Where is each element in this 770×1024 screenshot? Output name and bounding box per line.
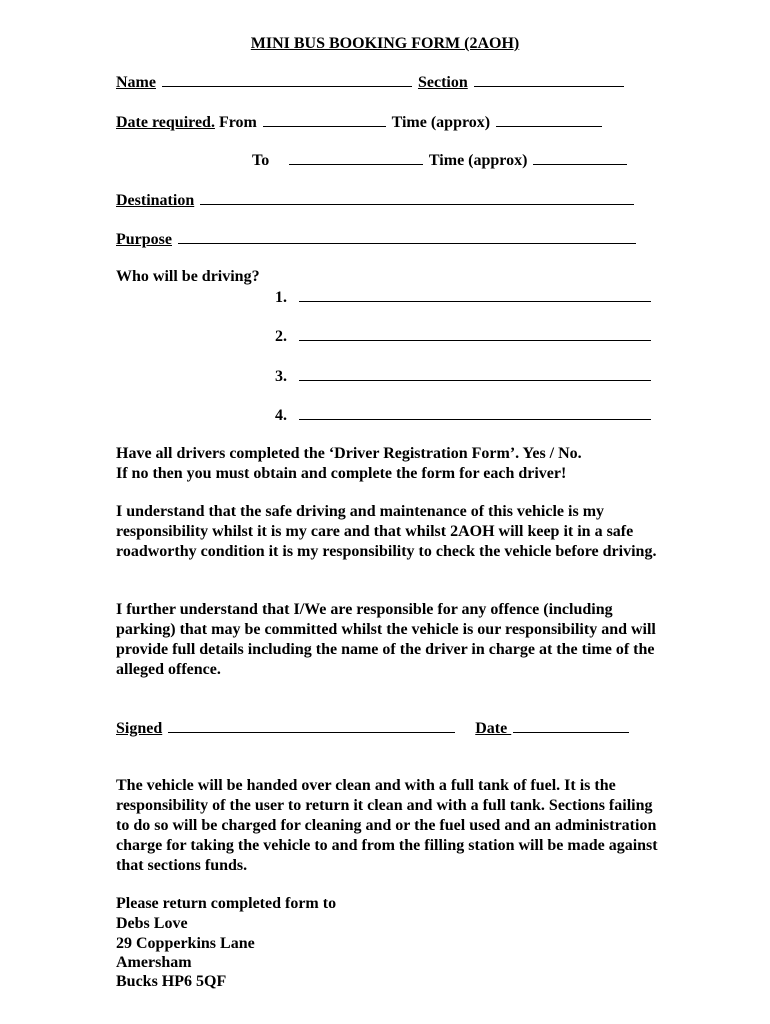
date-to-row <box>252 150 629 170</box>
driver-number: 2. <box>275 328 287 345</box>
from-label: From <box>218 114 257 131</box>
date-label: Date <box>475 720 512 737</box>
return-postcode: Bucks HP6 5QF <box>116 973 227 990</box>
driver-number: 3. <box>275 368 287 385</box>
signature-row <box>116 718 631 738</box>
purpose-label: Purpose <box>116 231 172 248</box>
drivers-question: Who will be driving? <box>116 268 260 285</box>
purpose-row <box>116 229 638 249</box>
return-name: Debs Love <box>116 915 188 932</box>
date-to-field[interactable] <box>289 150 423 165</box>
registration-question: Have all drivers completed the ‘Driver Registration Form’. Yes / No. <box>116 445 582 462</box>
vehicle-notice: The vehicle will be handed over clean and with a full tank of fuel. It is the responsibility of the user to return it clean and with a full tank. Sections failing to do so will be charged for cleaning and or the fuel used and an administration charge for taking the vehicle to and from the filling station will be made against that sections funds. <box>116 777 658 874</box>
section-label: Section <box>417 74 468 91</box>
driver-row <box>275 405 653 425</box>
return-street: 29 Copperkins Lane <box>116 935 255 952</box>
signature-field[interactable] <box>168 718 455 733</box>
name-label: Name <box>116 74 156 91</box>
signature-date-field[interactable] <box>513 718 629 733</box>
signed-label: Signed <box>116 720 163 737</box>
to-label: To <box>252 152 270 169</box>
time-from-field[interactable] <box>496 112 602 127</box>
offence-paragraph: I further understand that I/We are responsible for any offence (including parking) that may be committed whilst the vehicle is our responsibility and will provide full details including the name of the driver in charge at the time of the alleged offence. <box>116 601 656 678</box>
purpose-field[interactable] <box>178 229 636 244</box>
time-to-field[interactable] <box>533 150 627 165</box>
driver-number: 1. <box>275 289 287 306</box>
time-to-label: Time (approx) <box>428 152 528 169</box>
time-from-label: Time (approx) <box>391 114 491 131</box>
form-title: MINI BUS BOOKING FORM (2AOH) <box>250 35 520 52</box>
driver-3-field[interactable] <box>299 366 651 381</box>
destination-field[interactable] <box>200 190 634 205</box>
name-row <box>116 72 626 92</box>
driver-number: 4. <box>275 407 287 424</box>
driver-1-field[interactable] <box>299 287 651 302</box>
responsibility-paragraph: I understand that the safe driving and maintenance of this vehicle is my responsibility whilst it is my care and that whilst 2AOH will keep it in a safe roadworthy condition it is my responsibility to check the vehicle before driving. <box>116 503 657 560</box>
driver-4-field[interactable] <box>299 405 651 420</box>
destination-label: Destination <box>116 192 195 209</box>
name-field[interactable] <box>162 72 412 87</box>
section-field[interactable] <box>474 72 624 87</box>
return-town: Amersham <box>116 954 192 971</box>
date-required-label: Date required. <box>116 114 215 131</box>
registration-instruction: If no then you must obtain and complete the form for each driver! <box>116 465 567 482</box>
driver-row <box>275 366 653 386</box>
date-from-row <box>116 112 604 132</box>
driver-row <box>275 287 653 307</box>
date-from-field[interactable] <box>263 112 386 127</box>
driver-row <box>275 326 653 346</box>
return-intro: Please return completed form to <box>116 895 337 912</box>
destination-row <box>116 190 636 210</box>
driver-2-field[interactable] <box>299 326 651 341</box>
